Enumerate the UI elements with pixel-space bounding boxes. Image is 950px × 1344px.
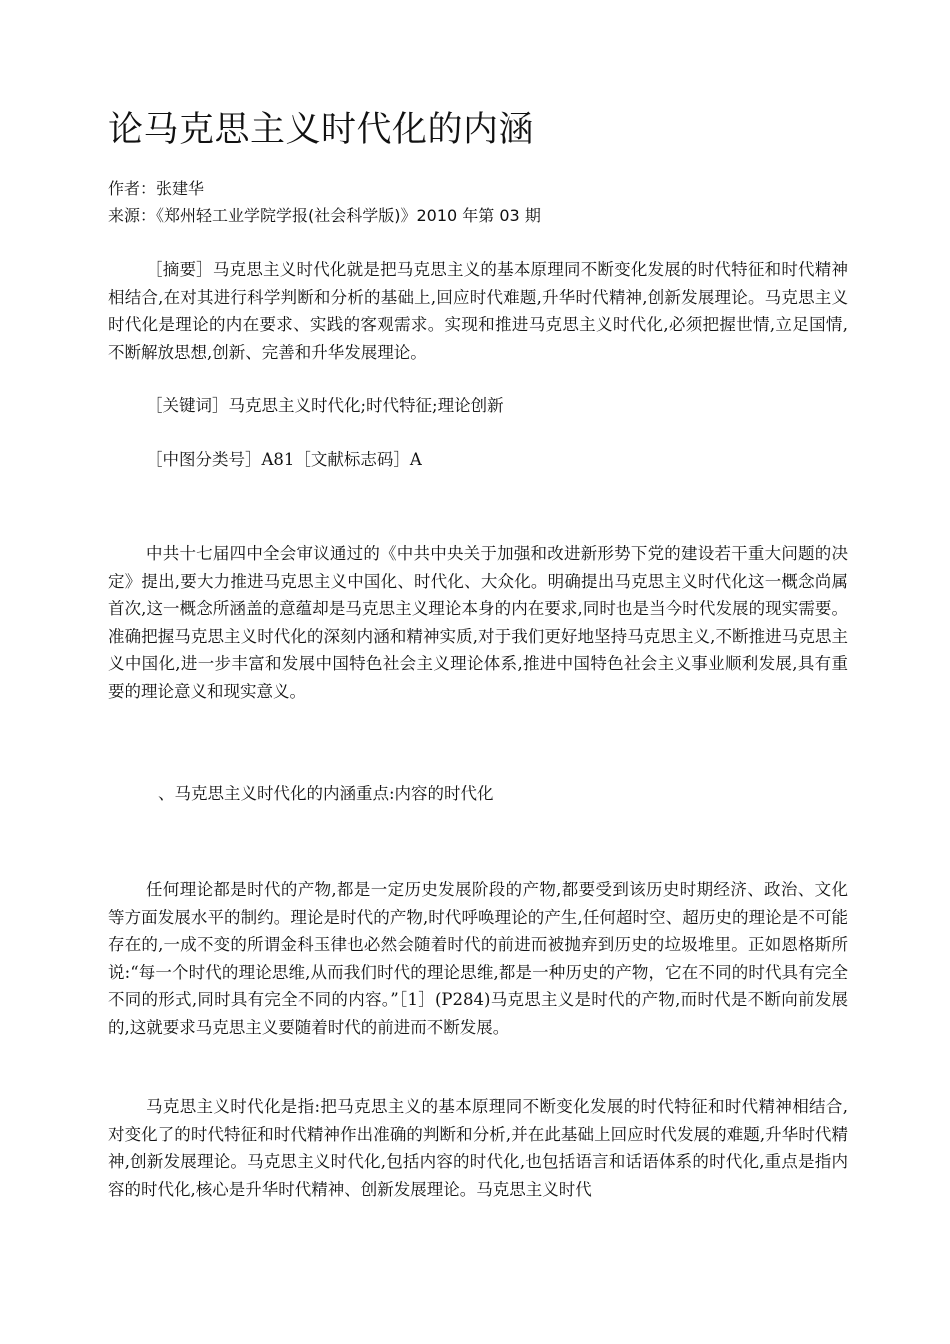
- section-heading: 、马克思主义时代化的内涵重点:内容的时代化: [158, 784, 494, 803]
- article-title: 论马克思主义时代化的内涵: [108, 110, 535, 150]
- intro-paragraph: 中共十七届四中全会审议通过的《中共中央关于加强和改进新形势下党的建设若干重大问题的决定》提出,要大力推进马克思主义中国化、时代化、大众化。明确提出马克思主义时代化这一概念尚属首次,这一概念所涵盖的意蕴却是马克思主义理论本身的内在要求,同时也是当今时代发展的现实需要。准确把握马克思主义时代化的深刻内涵和精神实质,对于我们更好地坚持马克思主义,不断推进马克思主义中国化,进一步丰富和发展中国特色社会主义理论体系,推进中国特色社会主义事业顺利发展,具有重要的理论意义和现实意义。: [108, 544, 848, 701]
- abstract-paragraph: ［摘要］马克思主义时代化就是把马克思主义的基本原理同不断变化发展的时代特征和时代精神相结合,在对其进行科学判断和分析的基础上,回应时代难题,升华时代精神,创新发展理论。马克思主义时代化是理论的内在要求、实践的客观需求。实现和推进马克思主义时代化,必须把握世情,立足国情,不断解放思想,创新、完善和升华发展理论。: [108, 260, 848, 362]
- classification-line: ［中图分类号］A81［文献标志码］A: [146, 450, 422, 469]
- keywords-line: ［关键词］马克思主义时代化;时代特征;理论创新: [146, 396, 504, 415]
- body-paragraph: 任何理论都是时代的产物,都是一定历史发展阶段的产物,都要受到该历史时期经济、政治、文化等方面发展水平的制约。理论是时代的产物,时代呼唤理论的产生,任何超时空、超历史的理论是不可能存在的,一成不变的所谓金科玉律也必然会随着时代的前进而被抛弃到历史的垃圾堆里。正如恩格斯所说:“每一个时代的理论思维,从而我们时代的理论思维,都是一种历史的产物，它在不同的时代具有完全不同的形式,同时具有完全不同的内容。”［1］(P284)马克思主义是时代的产物,而时代是不断向前发展的,这就要求马克思主义要随着时代的前进而不断发展。: [108, 880, 848, 1037]
- body-paragraph: 马克思主义时代化是指:把马克思主义的基本原理同不断变化发展的时代特征和时代精神相结合,对变化了的时代特征和时代精神作出准确的判断和分析,并在此基础上回应时代发展的难题,升华时代精神,创新发展理论。马克思主义时代化,包括内容的时代化,也包括语言和话语体系的时代化,重点是指内容的时代化,核心是升华时代精神、创新发展理论。马克思主义时代: [108, 1097, 848, 1199]
- source-line: 来源：《郑州轻工业学院学报(社会科学版)》2010 年第 03 期: [108, 206, 541, 225]
- author-line: 作者：张建华: [108, 179, 205, 198]
